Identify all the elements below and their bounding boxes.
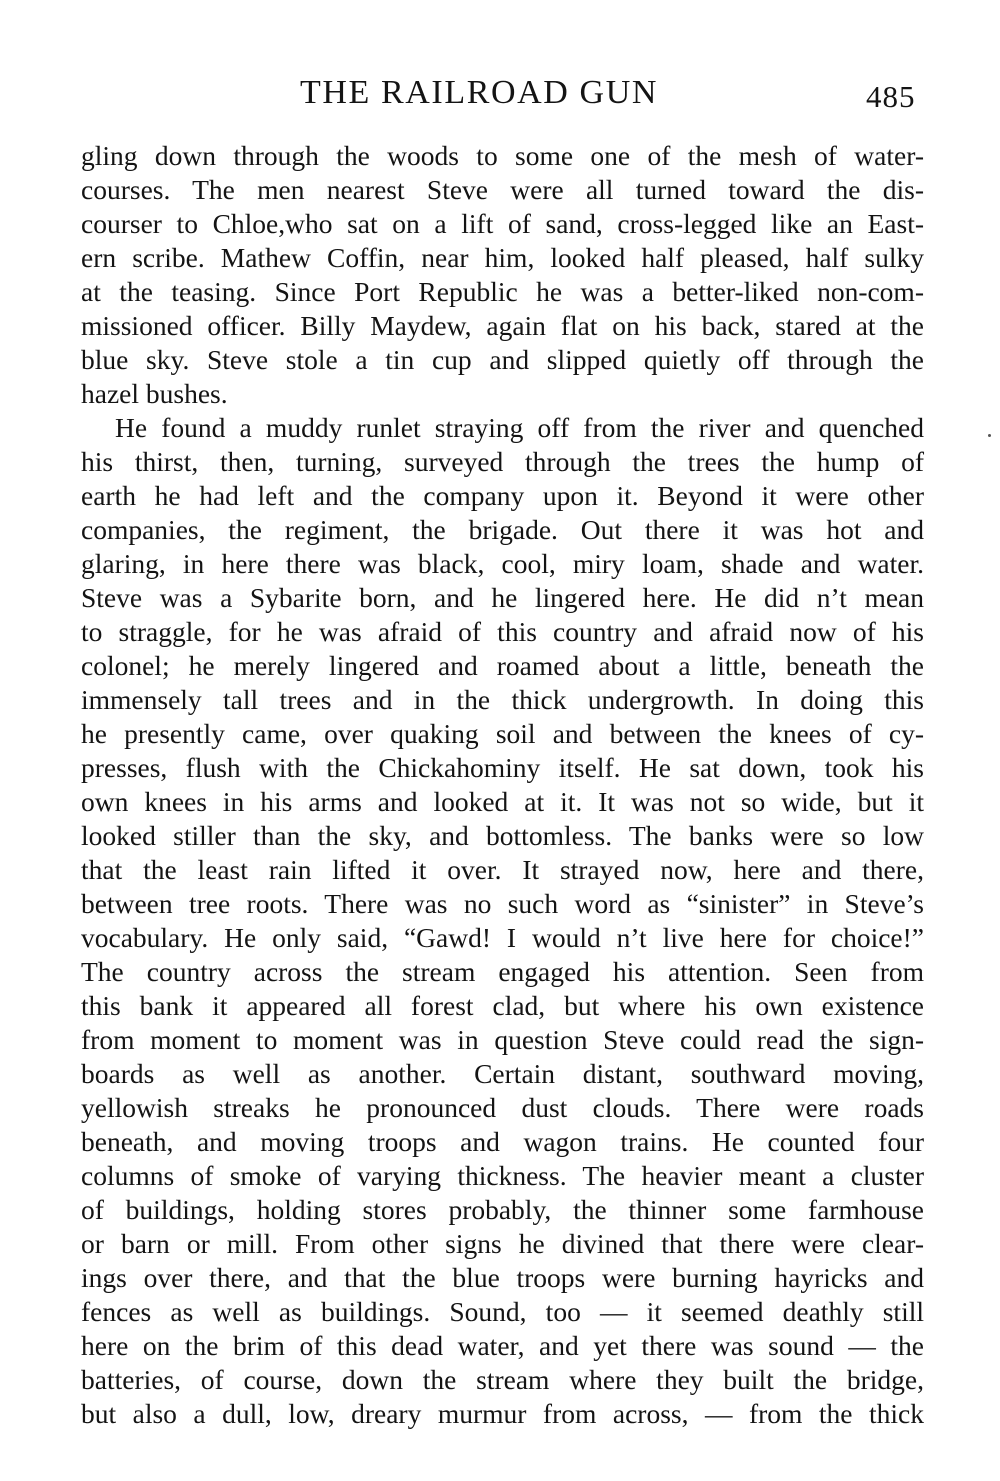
- text-line: of buildings, holding stores probably, the thinner some farmhouse: [81, 1194, 924, 1225]
- text-line: ings over there, and that the blue troops were burning hayricks and: [81, 1262, 924, 1293]
- text-line: here on the brim of this dead water, and yet there was sound — the: [81, 1330, 924, 1361]
- text-line: ern scribe. Mathew Coffin, near him, looked half pleased, half sulky: [81, 242, 924, 273]
- text-line: at the teasing. Since Port Republic he was a better-liked non-com-: [81, 276, 924, 307]
- text-line: courses. The men nearest Steve were all turned toward the dis-: [81, 174, 924, 205]
- text-line: looked stiller than the sky, and bottomless. The banks were so low: [81, 820, 924, 851]
- text-line: companies, the regiment, the brigade. Out there it was hot and: [81, 514, 924, 545]
- text-line: courser to Chloe,who sat on a lift of sand, cross-legged like an East-: [81, 208, 924, 239]
- text-line: this bank it appeared all forest clad, but where his own existence: [81, 990, 924, 1021]
- running-head: [0, 68, 1000, 118]
- text-line: gling down through the woods to some one of the mesh of water-: [81, 140, 924, 171]
- body-text: [81, 139, 924, 1431]
- text-line: blue sky. Steve stole a tin cup and slipped quietly off through the: [81, 344, 924, 375]
- text-line: to straggle, for he was afraid of this country and afraid now of his: [81, 616, 924, 647]
- text-line: batteries, of course, down the stream where they built the bridge,: [81, 1364, 924, 1395]
- text-line: Steve was a Sybarite born, and he lingered here. He did n’t mean: [81, 582, 924, 613]
- text-line: fences as well as buildings. Sound, too — it seemed deathly still: [81, 1296, 924, 1327]
- text-line: he presently came, over quaking soil and between the knees of cy-: [81, 718, 924, 749]
- text-line: columns of smoke of varying thickness. The heavier meant a cluster: [81, 1160, 924, 1191]
- text-line: own knees in his arms and looked at it. It was not so wide, but it: [81, 786, 924, 817]
- text-line: immensely tall trees and in the thick undergrowth. In doing this: [81, 684, 924, 715]
- text-line: The country across the stream engaged his attention. Seen from: [81, 956, 924, 987]
- paragraph-start-line: He found a muddy runlet straying off from the river and quenched: [115, 412, 924, 443]
- text-line: that the least rain lifted it over. It strayed now, here and there,: [81, 854, 924, 885]
- running-title: THE RAILROAD GUN: [300, 74, 659, 111]
- text-line: between tree roots. There was no such word as “sinister” in Steve’s: [81, 888, 924, 919]
- text-line: colonel; he merely lingered and roamed about a little, beneath the: [81, 650, 924, 681]
- text-line: or barn or mill. From other signs he divined that there were clear-: [81, 1228, 924, 1259]
- text-line: from moment to moment was in question Steve could read the sign-: [81, 1024, 924, 1055]
- page-number: 485: [866, 79, 916, 114]
- text-line: missioned officer. Billy Maydew, again flat on his back, stared at the: [81, 310, 924, 341]
- text-line: earth he had left and the company upon it. Beyond it were other: [81, 480, 924, 511]
- text-line: yellowish streaks he pronounced dust clouds. There were roads: [81, 1092, 924, 1123]
- text-line: hazel bushes.: [81, 378, 228, 409]
- text-line: boards as well as another. Certain distant, southward moving,: [81, 1058, 924, 1089]
- text-line: presses, flush with the Chickahominy itself. He sat down, took his: [81, 752, 924, 783]
- text-line: glaring, in here there was black, cool, miry loam, shade and water.: [81, 548, 924, 579]
- text-line: but also a dull, low, dreary murmur from across, — from the thick: [81, 1398, 924, 1429]
- ink-speck: [988, 434, 991, 437]
- text-line: vocabulary. He only said, “Gawd! I would n’t live here for choice!”: [81, 922, 924, 953]
- text-line: beneath, and moving troops and wagon trains. He counted four: [81, 1126, 924, 1157]
- text-line: his thirst, then, turning, surveyed through the trees the hump of: [81, 446, 924, 477]
